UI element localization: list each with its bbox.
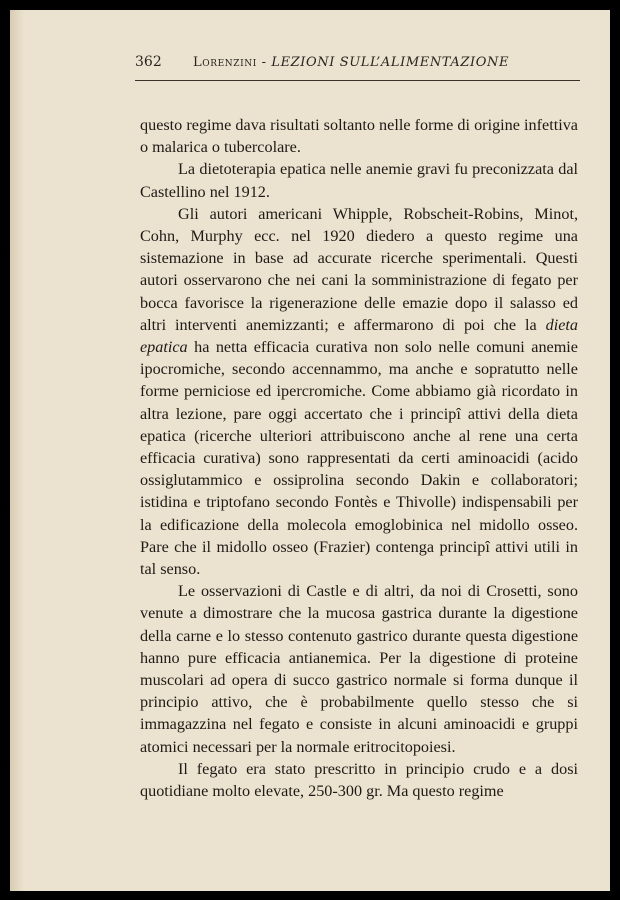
paragraph: Le osservazioni di Castle e di altri, da noi di Crosetti, sono venute a dimostrare che la mucosa gastrica durante la digestione della carne e lo stesso contenuto gastrico durante questa digestione hanno pure efficacia antianemica. Per la digestione di proteine muscolari ad opera di succo gastrico normale si forma dunque il principio attivo, che è probabilmente quello stesso che si immagazzina nel fegato e consiste in alcuni aminoacidi e gruppi atomici necessari per la normale eritrocitopoiesi. — [140, 582, 578, 756]
page-header — [135, 54, 575, 74]
author-name: Lorenzini — [193, 55, 257, 70]
paragraph-continuation: questo regime dava risultati soltanto nelle forme di origine infettiva o malarica o tubercolare. — [140, 116, 578, 157]
paragraph: La dietoterapia epatica nelle anemie gravi fu preconizzata dal Castellino nel 1912. — [140, 160, 578, 201]
header-rule — [135, 80, 580, 81]
page-spine-shadow — [10, 10, 24, 891]
paragraph — [140, 203, 578, 580]
paragraph: Il fegato era stato prescritto in principio crudo e a dosi quotidiane molto elevate, 250-300 gr. Ma questo regime — [140, 759, 578, 801]
running-head — [193, 55, 509, 70]
header-separator: - — [256, 55, 272, 70]
page-number: 362 — [135, 54, 162, 70]
paragraph-text: ha netta efficacia curativa non solo nelle comuni anemie ipocromiche, secondo accennammo, ma anche e sopratutto nelle forme perniciose ed ipercromiche. Come abbiamo già ricordato in altra lezione, pare oggi accertato che i principî attivi della dieta epatica (ricerche ulteriori attribuiscono anche al rene una certa efficacia curativa) sono rappresentati da certi aminoacidi (acido ossiglutammico e ossiprolina secondo Dakin e collaboratori; istidina e triptofano secondo Fontès e Thivolle) indispensabili per la edificazione della molecola emoglobinica nel midollo osseo. Pare che il midollo osseo (Frazier) contenga principî attivi utili in tal senso. — [140, 338, 578, 579]
book-page — [10, 10, 610, 891]
book-title: LEZIONI SULL’ALIMENTAZIONE — [271, 55, 510, 70]
body-text — [140, 114, 578, 802]
paragraph-text: Gli autori americani Whipple, Robscheit-Robins, Minot, Cohn, Murphy ecc. nel 1920 diedero a questo regime una sistemazione in base ad accurate ricerche sperimentali. Questi autori osservarono che nei cani la somministrazione di fegato per bocca favorisce la rigenerazione delle emazie dopo il salasso ed altri interventi anemizzanti; e affermarono di poi che la — [140, 204, 578, 334]
italic-term: dieta epatica — [140, 315, 579, 357]
